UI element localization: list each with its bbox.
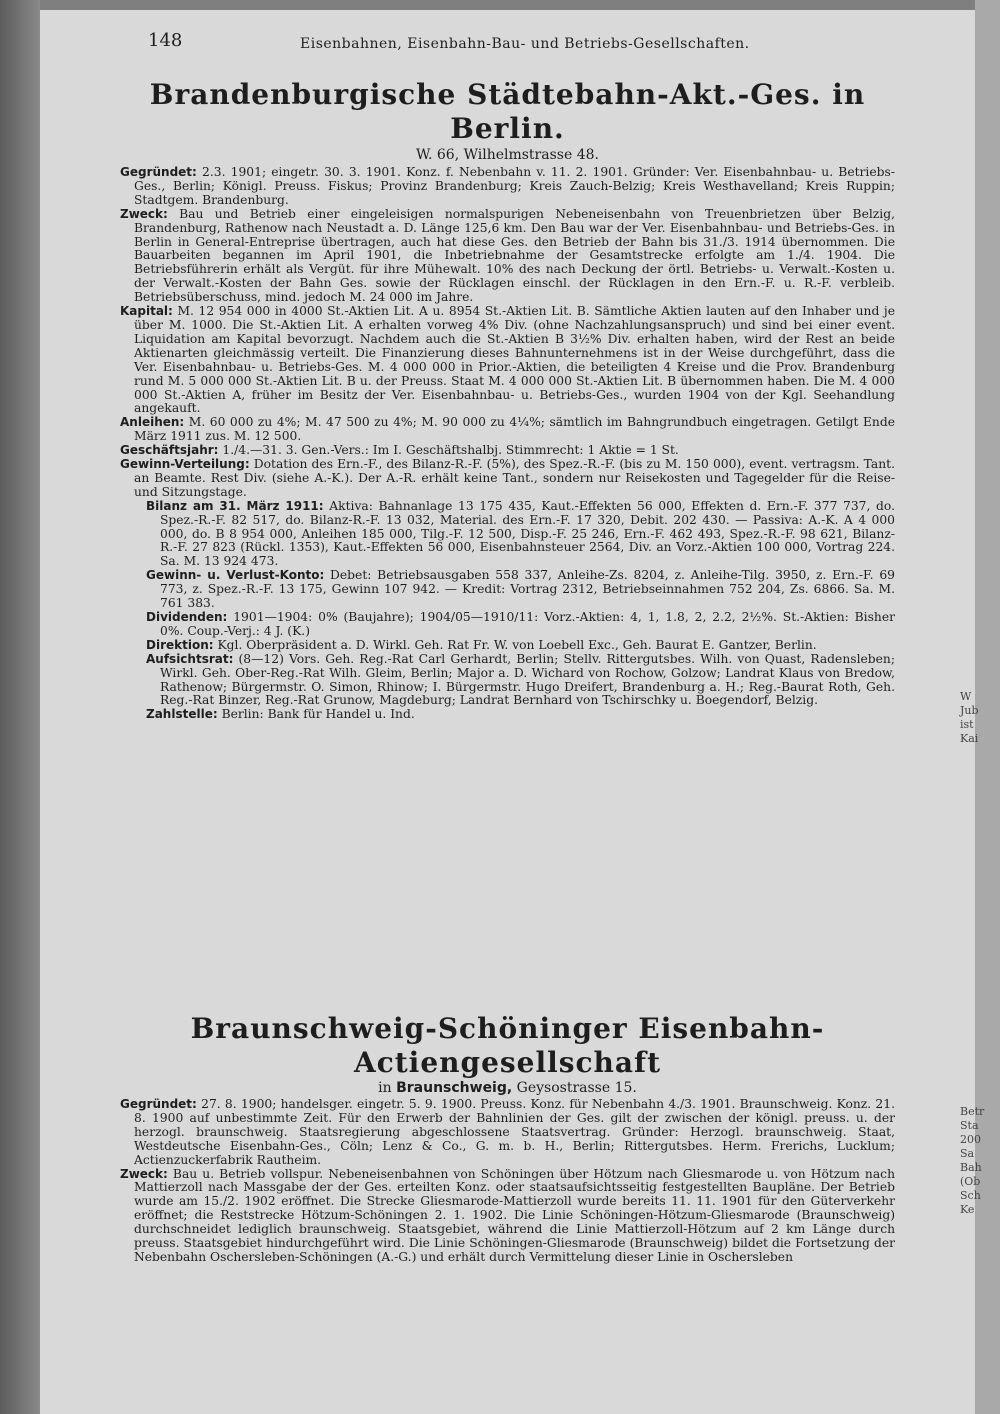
margin-note: Betr xyxy=(960,1105,985,1118)
entry-text: 1./4.—31. 3. Gen.-Vers.: Im I. Geschäftshalbj. Stimmrecht: 1 Aktie = 1 St. xyxy=(222,443,679,458)
entry-label: Kapital: xyxy=(120,304,173,319)
entry-label: Zweck: xyxy=(120,206,168,221)
company-title: Braunschweig-Schöninger Eisenbahn-Actiengesellschaft xyxy=(190,1012,825,1079)
entry-direktion xyxy=(120,639,895,653)
entry-dividenden xyxy=(120,611,895,639)
entry-geschaeftsjahr xyxy=(120,444,895,458)
margin-note: Bah xyxy=(960,1161,982,1174)
entry-text: M. 12 954 000 in 4000 St.-Aktien Lit. A u. 8954 St.-Aktien Lit. B. Sämtliche Aktien lauten auf den Inhaber und je über M. 1000. Die St.-Aktien Lit. A erhalten vorweg 4% Div. (ohne Nachzahlungsanspruch) und sind bei einer event. Liquidation am Kapital bevorzugt. Nachdem auch die St.-Aktien B 3½% Div. erhalten haben, wird der Rest an beide Aktienarten gleichmässig verteilt. Die Finanzierung dieses Bahnunternehmens ist in der Weise durchgeführt, dass die Ver. Eisenbahnbau- u. Betriebs-Ges. M. 4 000 000 in Prior.-Aktien, die beteiligten 4 Kreise und die Prov. Brandenburg rund M. 5 000 000 St.-Aktien Lit. B u. der Preuss. Staat M. 4 000 000 St.-Aktien Lit. B übernommen haben. Die M. 4 000 000 St.-Aktien A, früher im Besitz der Ver. Eisenbahnbau- u. Betriebs-Ges., wurden 1904 von der Kgl. Seehandlung angekauft. xyxy=(134,304,895,416)
entry-gewinn-verlust-konto xyxy=(120,569,895,611)
entry-text: Aktiva: Bahnanlage 13 175 435, Kaut.-Effekten 56 000, Effekten d. Ern.-F. 377 737, do. Spez.-R.-F. 82 517, do. Bilanz-R.-F. 13 032, Material. des Ern.-F. 17 320, Debit. 202 430. — Passiva: A.-K. A 4 000 000, do. B 8 954 000, Anleihen 185 000, Tilg.-F. 12 500, Disp.-F. 25 246, Ern.-F. 462 493, Spez.-R.-F. 98 621, Bilanz-R.-F. 27 823 (Rückl. 1353), Kaut.-Effekten 56 000, Eisenbahnsteuer 2564, Div. an Vorz.-Aktien 100 000, Vortrag 224. Sa. M. 13 924 473. xyxy=(160,498,895,569)
entry-label: Gegründet: xyxy=(120,165,197,179)
margin-note: Sa xyxy=(960,1147,975,1160)
margin-note: (Ob xyxy=(960,1175,981,1188)
margin-note: Kai xyxy=(960,732,979,745)
entry-bilanz xyxy=(120,500,895,570)
entry-label: Gegründet: xyxy=(120,1097,197,1111)
margin-note: ist xyxy=(960,718,974,731)
margin-note: Jub xyxy=(960,704,979,717)
entry-zweck xyxy=(120,208,895,305)
entry-label: Gewinn- u. Verlust-Konto: xyxy=(146,568,325,583)
seat-prefix: in xyxy=(378,1080,392,1096)
margin-note: Sch xyxy=(960,1189,981,1202)
entry-zweck xyxy=(120,1168,895,1265)
entry-text: 27. 8. 1900; handelsger. eingetr. 5. 9. 1900. Preuss. Konz. für Nebenbahn 4./3. 1901. Braunschweig. Konz. 21. 8. 1900 auf unbestimmte Zeit. Für den Erwerb der Bahnlinien der Ges. gilt der zwischen der königl. preuss. u. der herzogl. braunschweig. Staatsregierung abgeschlossene Staatsvertrag. Gründer: Herzogl. braunschweig. Staat, Westdeutsche Eisenbahn-Ges., Cöln; Lenz & Co., G. m. b. H., Berlin; Rittergutsbes. Herm. Frerichs, Lucklum; Actienzuckerfabrik Rautheim. xyxy=(134,1097,895,1167)
entry-text: Debet: Betriebsausgaben 558 337, Anleihe-Zs. 8204, z. Anleihe-Tilg. 3950, z. Ern.-F. 69 773, z. Spez.-R.-F. 13 175, Gewinn 107 942. — Kredit: Vortrag 2312, Betriebseinnahmen 752 204, Zs. 6866. Sa. M. 761 383. xyxy=(160,568,895,611)
entry-text: Berlin: Bank für Handel u. Ind. xyxy=(221,707,415,722)
company-address: W. 66, Wilhelmstrasse 48. xyxy=(416,147,599,163)
entry-label: Zweck: xyxy=(120,1166,168,1181)
scanner-left-edge xyxy=(0,0,40,1414)
company-title: Brandenburgische Städtebahn-Akt.-Ges. in Berlin. xyxy=(149,78,866,145)
seat-city: Braunschweig, xyxy=(396,1080,513,1096)
margin-note: Ke xyxy=(960,1203,975,1216)
margin-notes-lower xyxy=(960,1105,984,1217)
entry-label: Aufsichtsrat: xyxy=(146,651,234,666)
entry-gewinn-verteilung xyxy=(120,458,895,500)
margin-notes-upper xyxy=(960,690,979,746)
entry-text: 1901—1904: 0% (Baujahre); 1904/05—1910/11: Vorz.-Aktien: 4, 1, 1.8, 2, 2.2, 2½%. St.-Aktien: Bisher 0%. Coup.-Verj.: 4 J. (K.) xyxy=(160,610,895,638)
entry-zahlstelle xyxy=(120,708,895,722)
entry-gegruendet xyxy=(120,166,895,208)
entry-text: Bau u. Betrieb vollspur. Nebeneisenbahnen von Schöningen über Hötzum nach Gliesmarode u. von Hötzum nach Mattierzoll nach Massgabe der der Ges. erteilten Konz. oder staatsaufsichtsseitig festgestellten Baupläne. Der Betrieb wurde am 15./2. 1902 eröffnet. Die Strecke Gliesmarode-Mattierzoll wurde bereits 11. 11. 1901 für den Güterverkehr eröffnet; die Reststrecke Hötzum-Schöningen 2. 1. 1902. Die Linie Schöningen-Hötzum-Gliesmarode (Braunschweig) durchschneidet lediglich braunschweig. Staatsgebiet, während die Linie Mattierzoll-Hötzum auf 2 km Länge durch preuss. Staatsgebiet hindurchgeführt wird. Die Linie Schöningen-Gliesmarode (Braunschweig) bildet die Fortsetzung der Nebenbahn Oschersleben-Schöningen (A.-G.) und erhält durch Vermittelung dieser Linie in Oschersleben xyxy=(134,1166,895,1264)
entry-label: Anleihen: xyxy=(120,415,185,430)
entry-aufsichtsrat xyxy=(120,653,895,709)
seat-street: Geysostrasse 15. xyxy=(516,1080,637,1096)
entry-text: Dotation des Ern.-F., des Bilanz-R.-F. (5%), des Spez.-R.-F. (bis zu M. 150 000), event. vertragsm. Tant. an Beamte. Rest Div. (siehe A.-K.). Der A.-R. erhält keine Tant., sondern nur Reisekosten und Tagegelder für die Reise- und Sitzungstage. xyxy=(134,457,895,499)
entry-kapital xyxy=(120,305,895,416)
margin-note: Sta xyxy=(960,1119,979,1132)
running-head: Eisenbahnen, Eisenbahn-Bau- und Betriebs-Gesellschaften. xyxy=(300,36,750,52)
company-seat xyxy=(120,1080,895,1096)
entry-anleihen xyxy=(120,416,895,444)
entry-gegruendet xyxy=(120,1098,895,1168)
entry-text: (8—12) Vors. Geh. Reg.-Rat Carl Gerhardt, Berlin; Stellv. Rittergutsbes. Wilh. von Quast, Radensleben; Wirkl. Geh. Ober-Reg.-Rat Wilh. Gleim, Berlin; Major a. D. Wichard von Rochow, Golzow; Landrat Klaus von Bredow, Rathenow; Bürgermstr. O. Simon, Rhinow; I. Bürgermstr. Hugo Dreifert, Brandenburg a. H.; Reg.-Baurat Roth, Geh. Reg.-Rat Binzer, Reg.-Rat Grunow, Magdeburg; Landrat Bernhard von Tschirschky u. Boegendorf, Belzig. xyxy=(160,651,895,708)
entry-text: Kgl. Oberpräsident a. D. Wirkl. Geh. Rat Fr. W. von Loebell Exc., Geh. Baurat E. Gantzer, Berlin. xyxy=(217,637,817,652)
company-entry-brandenburgische xyxy=(120,78,895,722)
entry-label: Gewinn-Verteilung: xyxy=(120,457,250,472)
company-entry-braunschweig-schoeninger xyxy=(120,1012,895,1265)
entry-label: Bilanz am 31. März 1911: xyxy=(146,498,324,513)
entry-text: Bau und Betrieb einer eingeleisigen normalspurigen Nebeneisenbahn von Treuenbrietzen über Belzig, Brandenburg, Rathenow nach Neustadt a. D. Länge 125,6 km. Den Bau war der Ver. Eisenbahnbau- und Betriebs-Ges. in Berlin in General-Entreprise übertragen, auch hat diese Ges. den Betrieb der Bahn bis 31./3. 1914 übernommen. Die Bauarbeiten begannen im April 1901, die Inbetriebnahme der Gesamtstrecke erfolgte am 1./4. 1904. Die Betriebsführerin erhält als Vergüt. für ihre Mühewalt. 10% des nach Deckung der örtl. Betriebs- u. Verwalt.-Kosten u. der Verwalt.-Kosten der Bahn Ges. sowie der Rücklagen einschl. der Rücklagen in den Ern.-F. u. R.-F. verbleib. Betriebsüberschuss, mind. jedoch M. 24 000 im Jahre. xyxy=(134,206,895,305)
margin-note: W xyxy=(960,690,972,703)
entry-text: 2.3. 1901; eingetr. 30. 3. 1901. Konz. f. Nebenbahn v. 11. 2. 1901. Gründer: Ver. Eisenbahnbau- u. Betriebs-Ges., Berlin; Königl. Preuss. Fiskus; Provinz Brandenburg; Kreis Zauch-Belzig; Kreis Westhavelland; Kreis Ruppin; Stadtgem. Brandenburg. xyxy=(134,165,895,207)
entry-label: Zahlstelle: xyxy=(146,707,218,722)
entry-text: M. 60 000 zu 4%; M. 47 500 zu 4%; M. 90 000 zu 4¼%; sämtlich im Bahngrundbuch eingetragen. Getilgt Ende März 1911 zus. M. 12 500. xyxy=(134,415,895,444)
entry-label: Geschäftsjahr: xyxy=(120,443,219,458)
margin-note: 200 xyxy=(960,1133,981,1146)
entry-label: Dividenden: xyxy=(146,610,228,624)
entry-label: Direktion: xyxy=(146,637,214,652)
page-number: 148 xyxy=(148,30,183,51)
